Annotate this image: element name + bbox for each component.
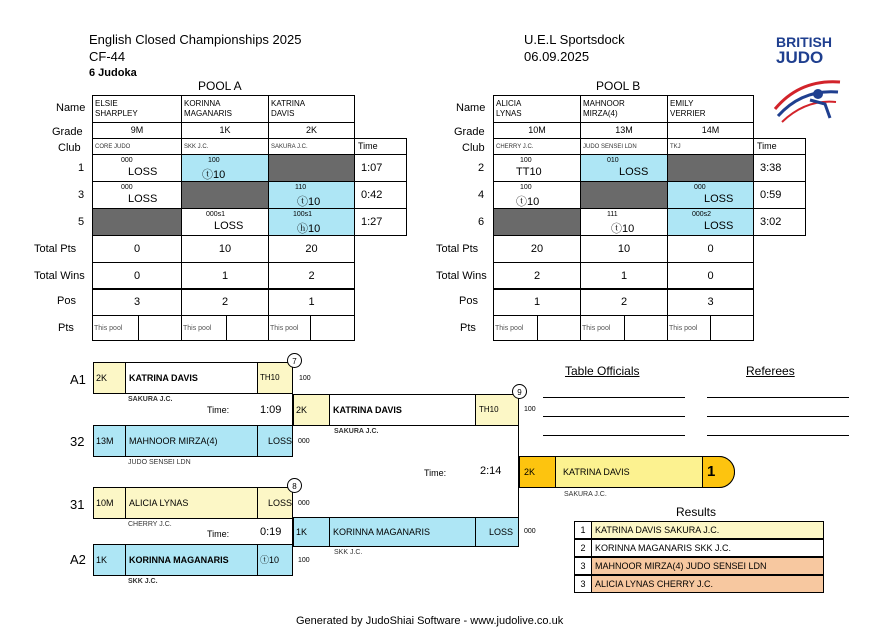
seed-label: A1: [70, 372, 86, 387]
winner-grade-box: 2K: [519, 456, 556, 488]
total-pts-cell: 20: [268, 235, 355, 263]
seed-label: 32: [70, 434, 85, 449]
match-time: 2:14: [480, 465, 502, 477]
score-cell: 111 ⓣ10: [580, 208, 668, 236]
pts-cell: [310, 315, 355, 341]
player-name-cell: ELSIE SHARPLEY: [92, 95, 182, 123]
pos-label: Pos: [459, 295, 478, 307]
club-cell: JUDO SENSEI LDN: [580, 138, 668, 155]
result-row: [574, 539, 824, 557]
score-box: LOSS: [475, 517, 519, 547]
result-text: KORINNA MAGANARIS SKK J.C.: [595, 543, 732, 553]
pool-a-title: POOL A: [198, 79, 242, 93]
result-row: [574, 575, 824, 593]
grade-cell: 1K: [181, 122, 269, 139]
pts-cell: This pool: [580, 315, 625, 341]
competitor-box: MAHNOOR MIRZA(4): [125, 425, 258, 457]
score-box: ⓣ10: [257, 544, 293, 576]
competitor-box: ALICIA LYNAS: [125, 487, 258, 519]
score-cell: 110 ⓣ10: [268, 181, 355, 209]
winner-place: 1: [707, 463, 716, 480]
pos-cell: 3: [667, 288, 754, 316]
points: 100: [299, 375, 311, 382]
total-wins-cell: 0: [667, 262, 754, 290]
competitor-box: KORINNA MAGANARIS: [125, 544, 258, 576]
result-place: 1: [575, 522, 592, 538]
score-box: TH10: [475, 394, 519, 426]
pos-cell: 2: [181, 288, 269, 316]
match-time: 3:02: [753, 208, 806, 236]
name-label: Name: [56, 102, 86, 114]
pts-label: Pts: [58, 322, 74, 334]
pts-cell: [710, 315, 754, 341]
blocked-cell: [181, 181, 269, 209]
total-pts-cell: 10: [181, 235, 269, 263]
club-cell: TKJ: [667, 138, 754, 155]
club-cell: CORE JUDO: [92, 138, 182, 155]
player-name-cell: MAHNOOR MIRZA(4): [580, 95, 668, 123]
grade-label: Grade: [454, 126, 485, 138]
footer-credit: Generated by JudoShiai Software - www.judolive.co.uk: [296, 615, 564, 627]
blocked-cell: [268, 154, 355, 182]
time-header: Time: [753, 138, 806, 155]
points: 000: [298, 438, 310, 445]
score-cell: 100 ⓣ10: [181, 154, 269, 182]
pts-cell: [537, 315, 581, 341]
player-name-cell: EMILY VERRIER: [667, 95, 754, 123]
club-label: SAKURA J.C.: [334, 428, 379, 435]
total-wins-cell: 1: [580, 262, 668, 290]
grade-box: 10M: [93, 487, 126, 519]
time-label: Time:: [207, 529, 230, 539]
time-label: Time:: [207, 405, 230, 415]
score-cell: 010 LOSS: [580, 154, 668, 182]
grade-box: 1K: [93, 544, 126, 576]
pos-cell: 1: [268, 288, 355, 316]
points: 000: [524, 528, 536, 535]
grade-label: Grade: [52, 126, 83, 138]
event-title: English Closed Championships 2025: [89, 32, 302, 47]
grade-cell: 9M: [92, 122, 182, 139]
total-pts-cell: 10: [580, 235, 668, 263]
club-label: CHERRY J.C.: [128, 521, 172, 528]
grade-box: 13M: [93, 425, 126, 457]
match-number-badge: 9: [512, 384, 527, 399]
pts-cell: This pool: [493, 315, 538, 341]
pos-cell: 3: [92, 288, 182, 316]
points: 100: [298, 557, 310, 564]
total-pts-label: Total Pts: [436, 243, 479, 255]
match-number-badge: 8: [287, 478, 302, 493]
score-cell: 100 TT10: [493, 154, 581, 182]
competitor-box: KATRINA DAVIS: [125, 362, 258, 394]
total-wins-cell: 1: [181, 262, 269, 290]
referees-heading: Referees: [746, 364, 795, 378]
pos-cell: 2: [580, 288, 668, 316]
competitor-box: KORINNA MAGANARIS: [329, 517, 476, 547]
pts-cell: [138, 315, 182, 341]
result-text: ALICIA LYNAS CHERRY J.C.: [595, 579, 714, 589]
judoka-count: 6 Judoka: [89, 67, 137, 79]
match-time: 0:42: [354, 181, 407, 209]
score-cell: 000s2 LOSS: [667, 208, 754, 236]
grade-cell: 10M: [493, 122, 581, 139]
result-row: [574, 557, 824, 575]
club-label: SAKURA J.C.: [128, 396, 173, 403]
results-heading: Results: [676, 505, 717, 519]
pts-cell: This pool: [667, 315, 711, 341]
grade-box: 2K: [93, 362, 126, 394]
competitor-box: KATRINA DAVIS: [329, 394, 476, 426]
club-label: Club: [58, 142, 81, 154]
pts-cell: This pool: [268, 315, 311, 341]
grade-box: 2K: [293, 394, 330, 426]
club-label: Club: [462, 142, 485, 154]
seed-label: 31: [70, 497, 85, 512]
score-box: LOSS: [257, 425, 293, 457]
result-place: 2: [575, 540, 592, 556]
pos-label: Pos: [57, 295, 76, 307]
match-number: 1: [78, 162, 85, 174]
club-cell: CHERRY J.C.: [493, 138, 581, 155]
score-cell: 100 ⓣ10: [493, 181, 581, 209]
score-cell: 000 LOSS: [667, 181, 754, 209]
player-name-cell: ALICIA LYNAS: [493, 95, 581, 123]
match-number: 5: [78, 216, 85, 228]
pool-b-title: POOL B: [596, 79, 641, 93]
match-time: 1:09: [260, 404, 282, 416]
time-label: Time:: [424, 468, 447, 478]
club-label: JUDO SENSEI LDN: [128, 459, 191, 466]
club-label: SKK J.C.: [128, 578, 158, 585]
points: 000: [298, 500, 310, 507]
total-wins-label: Total Wins: [436, 270, 487, 282]
judo-figure-icon: [770, 74, 845, 124]
grade-cell: 14M: [667, 122, 754, 139]
result-place: 3: [575, 576, 592, 592]
match-number: 2: [478, 162, 485, 174]
club-label: SAKURA J.C.: [564, 491, 607, 498]
score-box: TH10: [257, 362, 293, 394]
blocked-cell: [92, 208, 182, 236]
pos-cell: 1: [493, 288, 581, 316]
match-time: 1:27: [354, 208, 407, 236]
player-name-cell: KORINNA MAGANARIS: [181, 95, 269, 123]
club-cell: SAKURA J.C.: [268, 138, 355, 155]
blocked-cell: [580, 181, 668, 209]
match-time: 1:07: [354, 154, 407, 182]
result-place: 3: [575, 558, 592, 574]
match-time: 0:19: [260, 526, 282, 538]
date: 06.09.2025: [524, 49, 590, 64]
total-wins-cell: 2: [493, 262, 581, 290]
venue: U.E.L Sportsdock: [524, 32, 625, 47]
blocked-cell: [493, 208, 581, 236]
winner-box: KATRINA DAVIS 1: [555, 456, 735, 488]
pts-label: Pts: [460, 322, 476, 334]
score-cell: 000 LOSS: [92, 154, 182, 182]
time-header: Time: [354, 138, 407, 155]
points: 100: [524, 406, 536, 413]
grade-box: 1K: [293, 517, 330, 547]
total-wins-cell: 0: [92, 262, 182, 290]
match-number: 4: [478, 189, 485, 201]
total-pts-cell: 0: [667, 235, 754, 263]
result-text: KATRINA DAVIS SAKURA J.C.: [595, 525, 720, 535]
table-officials-heading: Table Officials: [565, 364, 640, 378]
pts-cell: This pool: [181, 315, 227, 341]
pts-cell: [226, 315, 269, 341]
british-judo-logo: BRITISH JUDO: [770, 34, 850, 124]
seed-label: A2: [70, 552, 86, 567]
total-pts-cell: 20: [493, 235, 581, 263]
club-cell: SKK J.C.: [181, 138, 269, 155]
pts-cell: This pool: [92, 315, 139, 341]
total-pts-cell: 0: [92, 235, 182, 263]
score-cell: 000 LOSS: [92, 181, 182, 209]
pts-cell: [624, 315, 668, 341]
grade-cell: 2K: [268, 122, 355, 139]
grade-cell: 13M: [580, 122, 668, 139]
result-row: [574, 521, 824, 539]
score-box: LOSS: [257, 487, 293, 519]
score-cell: 100s1 ⓗ10: [268, 208, 355, 236]
name-label: Name: [456, 102, 486, 114]
total-pts-label: Total Pts: [34, 243, 77, 255]
result-text: MAHNOOR MIRZA(4) JUDO SENSEI LDN: [595, 561, 767, 571]
match-number: 3: [78, 189, 85, 201]
match-number: 6: [478, 216, 485, 228]
score-cell: 000s1 LOSS: [181, 208, 269, 236]
category: CF-44: [89, 49, 126, 64]
total-wins-label: Total Wins: [34, 270, 85, 282]
total-wins-cell: 2: [268, 262, 355, 290]
player-name-cell: KATRINA DAVIS: [268, 95, 355, 123]
match-time: 3:38: [753, 154, 806, 182]
match-time: 0:59: [753, 181, 806, 209]
club-label: SKK J.C.: [334, 549, 363, 556]
blocked-cell: [667, 154, 754, 182]
match-number-badge: 7: [287, 353, 302, 368]
